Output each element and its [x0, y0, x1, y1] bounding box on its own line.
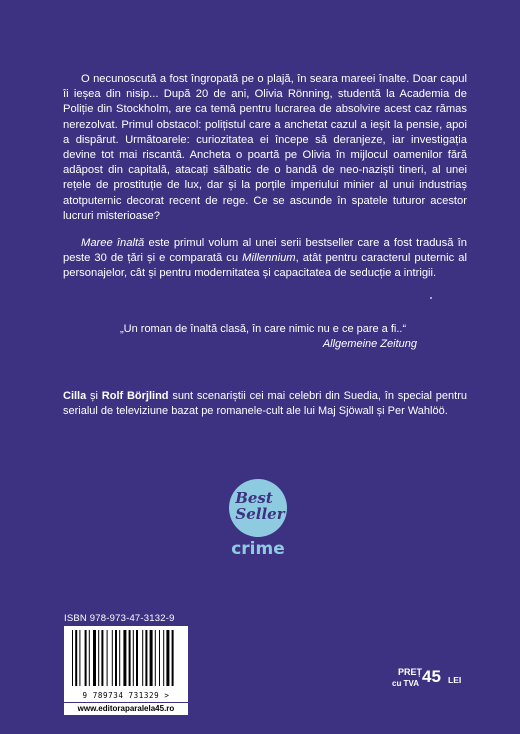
barcode-bar [123, 630, 126, 686]
barcode-bar [115, 630, 117, 686]
barcode-digits: 9 789734 731329 > [82, 691, 170, 700]
barcode [64, 626, 188, 702]
barcode-bar [112, 630, 113, 686]
review-quote [120, 322, 420, 352]
barcode-bar [107, 630, 108, 686]
book-blurb [63, 72, 467, 282]
barcode-bar [172, 630, 174, 686]
barcode-bar [85, 630, 87, 686]
price-value: 45 [422, 667, 441, 686]
barcode-bar [150, 630, 153, 686]
isbn-label: ISBN 978-973-47-3132-9 [64, 613, 175, 624]
barcode-bar [163, 630, 164, 686]
barcode-bar [136, 630, 138, 686]
barcode-bar [166, 630, 169, 686]
price-currency: LEI [448, 675, 462, 685]
price-block [392, 667, 472, 697]
barcode-bars [64, 626, 188, 690]
author-name-1: Cilla [63, 390, 87, 402]
badge-seller: Seller [235, 505, 285, 523]
barcode-bar [89, 630, 90, 686]
badge-best: Best [235, 489, 273, 507]
quote-source: Allgemeine Zeitung [322, 338, 417, 350]
decorative-dot [430, 297, 432, 299]
barcode-bar [142, 630, 143, 686]
blurb-text-a: este primul volum al unei serii bestseller care a fost tradusă în peste 30 de țări și e comparată cu [63, 237, 467, 265]
barcode-bar [93, 630, 96, 686]
barcode-bar [159, 630, 160, 686]
price-label: PREȚ [398, 667, 423, 677]
barcode-bar [98, 630, 99, 686]
isbn-block [64, 613, 193, 713]
millennium-ref: Millennium [242, 252, 296, 265]
publisher-url: www.editoraparalela45.ro [64, 703, 188, 715]
barcode-bar [75, 630, 77, 686]
blurb-text-b: , atât pentru caracterul puternic al personajelor, cât și pentru modernitatea și capacitatea de seducție a intrigii. [63, 252, 467, 280]
barcode-bar [155, 630, 156, 686]
author-name-2: Rolf Börjlind [101, 390, 169, 402]
barcode-bar [133, 630, 134, 686]
barcode-bar [101, 630, 103, 686]
bestseller-crime-logo [221, 476, 295, 560]
barcode-bar [72, 630, 73, 686]
barcode-bar [119, 630, 120, 686]
authors-bio-text: sunt scenariștii cei mai celebri din Suedia, în special pentru serialul de televiziune bazat pe romanele-cult ale lui Maj Sjöwall și Per Wahlöö. [63, 390, 467, 417]
barcode-bar [129, 630, 131, 686]
quote-text: „Un roman de înaltă clasă, în care nimic nu e ce pare a fi..“ [120, 323, 407, 335]
authors-bio [63, 389, 467, 419]
blurb-paragraph-1: O necunoscută a fost îngropată pe o plajă, în seara mareei înalte. Doar capul îi ieșea din nisip... După 20 de ani, Olivia Rönning, studentă la Academia de Poliție din Stockholm, are ca temă pentru lucrarea de absolvire acest caz rămas nerezolvat. Primul obstacol: polițistul care a anchetat cazul a ieșit la pensie, apoi a dispărut. Următoarele: curiozitatea ei începe să deranjeze, iar investigația devine tot mai riscantă. Ancheta o poartă pe Olivia în mijlocul oamenilor fără adăpost din capitală, atacați sălbatic de o bandă de neo-naziști tineri, al unei rețele de prostituție de lux, dar și la porțile imperiului minier al unui industriaș atotputernic decorat recent de rege. Ce se ascunde în spatele tuturor acestor lucruri misterioase? [63, 73, 467, 222]
barcode-bar [79, 630, 80, 686]
blurb-paragraph-2 [63, 236, 467, 282]
badge-crime: crime [231, 539, 285, 559]
book-title-ref: Maree înaltă [81, 237, 145, 250]
price-vat-label: cu TVA [392, 679, 419, 688]
barcode-bar [145, 630, 147, 686]
authors-conj: și [86, 390, 102, 402]
